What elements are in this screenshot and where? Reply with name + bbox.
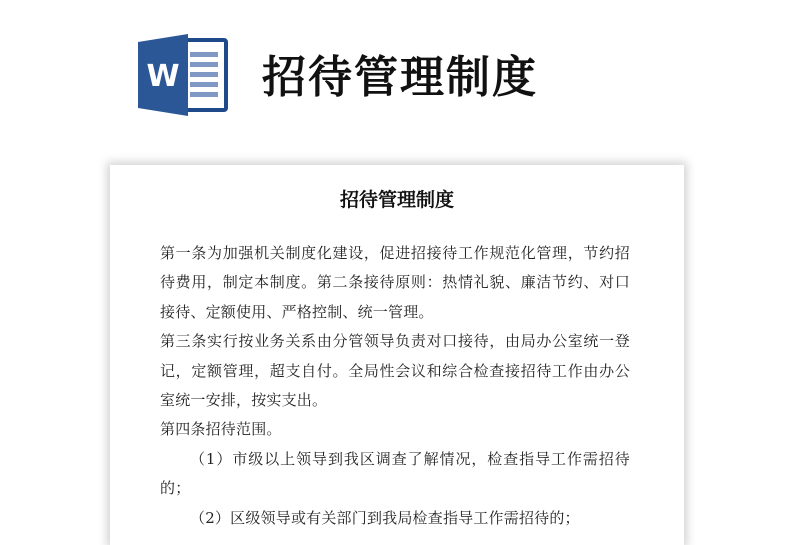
paragraph-article-3: 第三条实行按业务关系由分管领导负责对口接待，由局办公室统一登记，定额管理，超支自付。全局性会议和综合检查接招待工作由办公室统一安排，按实支出。 bbox=[160, 332, 630, 410]
paragraph-article-4: 第四条招待范围。 bbox=[160, 420, 282, 439]
document-title: 招待管理制度 bbox=[339, 189, 454, 211]
list-item-scope-1: （1）市级以上领导到我区调查了解情况，检查指导工作需招待的； bbox=[160, 449, 630, 498]
word-document-icon bbox=[138, 34, 230, 116]
document-body bbox=[160, 239, 630, 533]
paragraph-article-1-2: 第一条为加强机关制度化建设，促进招接待工作规范化管理，节约招待费用，制定本制度。第二条接待原则：热情礼貌、廉洁节约、对口接待、定额使用、严格控制、统一管理。 bbox=[160, 244, 630, 321]
list-item-scope-2: （2）区级领导或有关部门到我局检查指导工作需招待的； bbox=[190, 508, 580, 527]
banner-header bbox=[0, 0, 800, 140]
word-icon-letter: W bbox=[146, 59, 180, 94]
banner-title: 招待管理制度 bbox=[262, 52, 538, 103]
document-page bbox=[110, 165, 684, 545]
